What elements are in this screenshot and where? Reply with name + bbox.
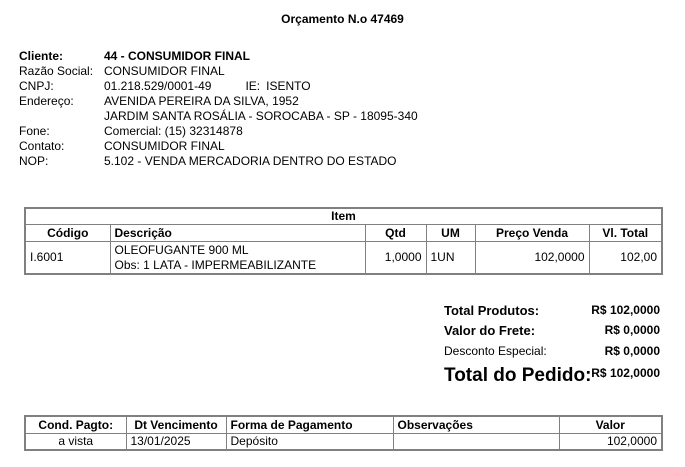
col-header-qtd: Qtd — [365, 225, 426, 242]
table-row — [25, 434, 662, 451]
items-table — [24, 207, 663, 275]
phone-label: Fone: — [19, 124, 50, 138]
cnpj-row — [19, 79, 418, 94]
client-row — [19, 49, 418, 64]
phone-row — [19, 124, 418, 139]
item-preco: 102,0000 — [475, 242, 589, 275]
nop-row — [19, 154, 418, 169]
valor-frete-value: R$ 0,0000 — [604, 323, 660, 337]
item-descricao-cell — [110, 242, 365, 275]
phone-value: Comercial: (15) 32314878 — [104, 124, 243, 138]
payments-table — [24, 415, 663, 451]
address-line-2: JARDIM SANTA ROSÁLIA - SOROCABA - SP - 18095-340 — [104, 109, 418, 123]
col-header-valor: Valor — [559, 416, 662, 434]
contact-value: CONSUMIDOR FINAL — [104, 139, 225, 153]
cnpj-value: 01.218.529/0001-49 — [104, 79, 212, 93]
razao-social-label: Razão Social: — [19, 64, 94, 78]
item-qtd: 1,0000 — [365, 242, 426, 275]
nop-label: NOP: — [19, 154, 49, 168]
contact-row — [19, 139, 418, 154]
ie-label: IE: — [245, 79, 261, 93]
col-header-total: Vl. Total — [589, 225, 662, 242]
table-row — [25, 242, 662, 275]
col-header-um: UM — [426, 225, 475, 242]
item-descricao: OLEOFUGANTE 900 ML — [114, 242, 249, 257]
cnpj-label: CNPJ: — [19, 79, 54, 93]
valor-frete-label: Valor do Frete: — [444, 323, 536, 338]
total-pedido-label: Total do Pedido: — [444, 365, 592, 386]
razao-social-row — [19, 64, 418, 79]
address-row-2 — [19, 109, 418, 124]
total-pedido-value: R$ 102,0000 — [591, 366, 660, 380]
payment-forma: Depósito — [226, 434, 393, 451]
item-obs: Obs: 1 LATA - IMPERMEABILIZANTE — [114, 257, 317, 272]
desconto-label: Desconto Especial: — [444, 344, 547, 358]
col-header-cond-pagto: Cond. Pagto: — [25, 416, 126, 434]
payment-cond: a vista — [25, 434, 126, 451]
desconto-value: R$ 0,0000 — [604, 344, 660, 358]
address-label: Endereço: — [19, 94, 74, 108]
payments-header-row — [25, 416, 662, 434]
col-header-forma-pagamento: Forma de Pagamento — [226, 416, 393, 434]
address-row — [19, 94, 418, 109]
page-title: Orçamento N.o 47469 — [281, 12, 404, 26]
item-codigo: I.6001 — [25, 242, 110, 275]
payment-obs — [393, 434, 559, 451]
nop-value: 5.102 - VENDA MERCADORIA DENTRO DO ESTADO — [104, 154, 397, 168]
col-header-preco: Preço Venda — [475, 225, 589, 242]
col-header-codigo: Código — [25, 225, 110, 242]
items-section-title: Item — [25, 208, 662, 225]
payment-valor: 102,0000 — [559, 434, 662, 451]
ie-value: ISENTO — [266, 79, 311, 93]
payment-vencimento: 13/01/2025 — [126, 434, 226, 451]
total-produtos-value: R$ 102,0000 — [591, 303, 660, 317]
col-header-descricao: Descrição — [110, 225, 365, 242]
col-header-observacoes: Observações — [393, 416, 559, 434]
client-label: Cliente: — [19, 49, 64, 63]
col-header-dt-vencimento: Dt Vencimento — [126, 416, 226, 434]
item-total: 102,00 — [589, 242, 662, 275]
client-value: 44 - CONSUMIDOR FINAL — [104, 49, 251, 63]
total-produtos-label: Total Produtos: — [444, 303, 540, 318]
client-info — [19, 49, 418, 169]
contact-label: Contato: — [19, 139, 65, 153]
items-header-row — [25, 225, 662, 242]
razao-social-value: CONSUMIDOR FINAL — [104, 64, 225, 78]
item-um: 1UN — [426, 242, 475, 275]
address-line-1: AVENIDA PEREIRA DA SILVA, 1952 — [104, 94, 299, 108]
